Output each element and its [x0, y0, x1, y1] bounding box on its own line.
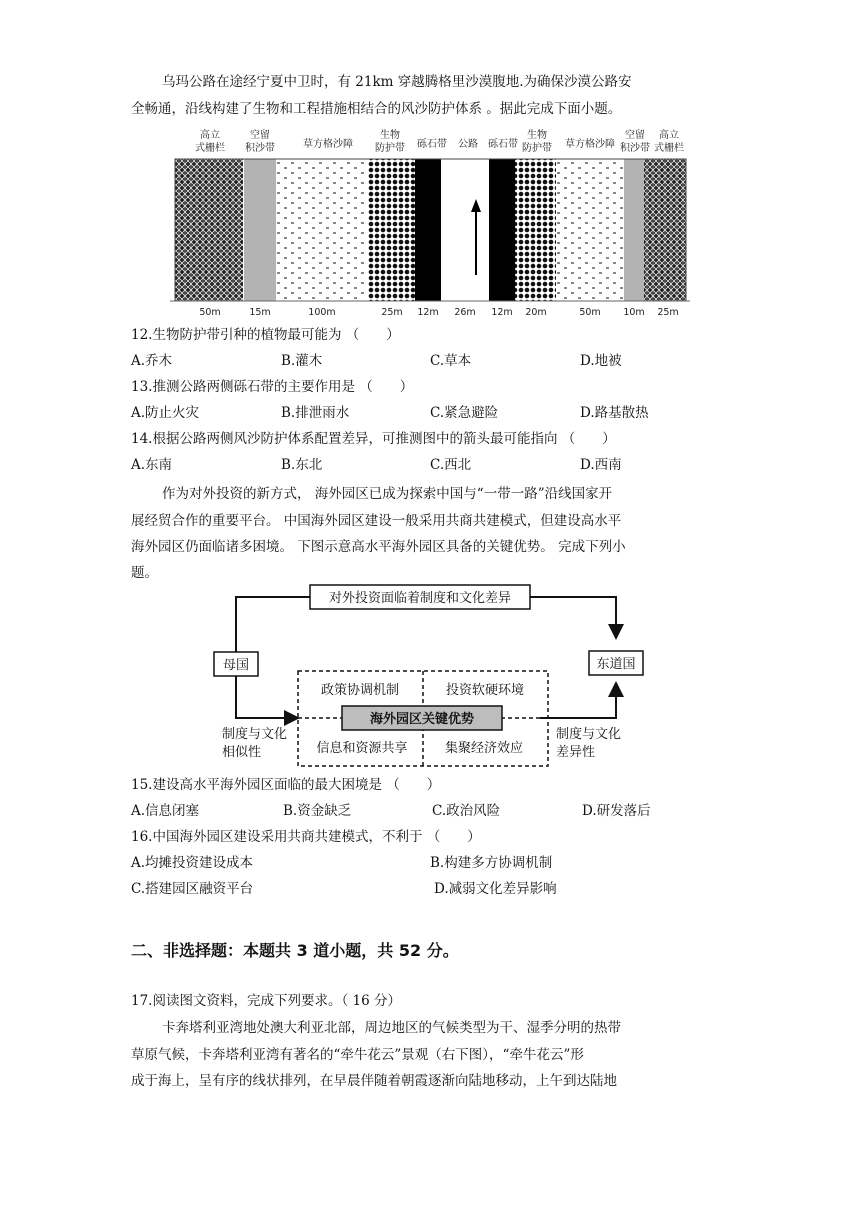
- intro2-line3: 海外园区仍面临诸多困境。 下图示意高水平海外园区具备的关键优势。 完成下列小: [131, 539, 626, 555]
- information-sharing-label: 信息和资源共享: [316, 741, 408, 756]
- q14-option-c[interactable]: C.西北: [430, 457, 472, 473]
- q15-stem: 15.建设高水平海外园区面临的最大困境是 （ ）: [131, 777, 441, 793]
- q14-option-b[interactable]: B.东北: [281, 457, 323, 473]
- intro2-line1: 作为对外投资的新方式， 海外园区已成为探索中国与“一带一路”沿线国家开: [162, 486, 613, 502]
- intro1-line2: 全畅通，沿线构建了生物和工程措施相结合的风沙防护体系 。据此完成下面小题。: [131, 101, 622, 117]
- intro1-line1: 乌玛公路在途经宁夏中卫时，有 21km 穿越腾格里沙漠腹地.为确保沙漠公路安: [162, 74, 632, 90]
- q12-option-a[interactable]: A.乔木: [131, 353, 173, 369]
- section2-rest: ：本题共 3 道小题，共 52 分。: [227, 941, 459, 960]
- intro2-line4: 题。: [131, 565, 158, 581]
- zone-label-9: 草方格沙障: [565, 139, 615, 150]
- q16-stem: 16.中国海外园区建设采用共商共建模式，不利于 （ ）: [131, 829, 481, 845]
- zone-width-6: 26m: [454, 307, 476, 318]
- q17-line1: 卡奔塔利亚湾地处澳大利亚北部，周边地区的气候类型为干、湿季分明的热带: [162, 1020, 621, 1036]
- q14-stem: 14.根据公路两侧风沙防护体系配置差异，可推测图中的箭头最可能指向 （ ）: [131, 431, 616, 447]
- straw-grid-left: [276, 159, 368, 301]
- zone-label-7: 砾石带: [488, 139, 518, 150]
- zone-label-2a: 空留: [250, 130, 270, 141]
- high-fence-right: [644, 159, 686, 301]
- q16-option-b[interactable]: B.构建多方协调机制: [430, 855, 553, 871]
- intro2-line2: 展经贸合作的重要平台。 中国海外园区建设一般采用共商共建模式，但建设高水平: [131, 513, 622, 529]
- zone-width-1: 50m: [199, 307, 221, 318]
- q17-line2: 草原气候，卡奔塔利亚湾有著名的“牵牛花云”景观（右下图），“牵牛花云”形: [131, 1047, 584, 1063]
- agglomeration-label: 集聚经济效应: [444, 741, 524, 756]
- sand-belt-right: [624, 159, 644, 301]
- straw-grid-right: [556, 159, 624, 301]
- q17-stem: 17.阅读图文资料，完成下列要求。（ 16 分）: [131, 993, 401, 1009]
- zone-label-2b: 积沙带: [245, 143, 275, 154]
- zone-width-9: 50m: [579, 307, 601, 318]
- host-country-label: 东道国: [596, 657, 636, 672]
- zone-label-10b: 积沙带: [620, 143, 650, 154]
- q16-option-d[interactable]: D.减弱文化差异影响: [434, 881, 557, 897]
- zone-label-1a: 高立: [200, 130, 220, 141]
- zone-label-5: 砾石带: [417, 139, 447, 150]
- q14-option-a[interactable]: A.东南: [131, 457, 173, 473]
- zone-width-5: 12m: [417, 307, 439, 318]
- q15-option-a[interactable]: A.信息闭塞: [131, 803, 200, 819]
- q13-option-d[interactable]: D.路基散热: [580, 405, 649, 421]
- policy-coordination-label: 政策协调机制: [320, 683, 400, 698]
- q13-option-c[interactable]: C.紧急避险: [430, 405, 499, 421]
- bio-belt-left: [368, 159, 415, 301]
- q17-line3: 成于海上，呈有序的线状排列，在早晨伴随着朝霞逐渐向陆地移动，上午到达陆地: [131, 1073, 617, 1089]
- zone-width-7: 12m: [491, 307, 513, 318]
- zone-width-4: 25m: [381, 307, 403, 318]
- high-fence-left: [175, 159, 243, 301]
- zone-label-8a: 生物: [527, 130, 547, 141]
- q16-option-c[interactable]: C.搭建园区融资平台: [131, 881, 254, 897]
- overseas-park-diagram: [200, 580, 660, 770]
- gravel-right: [489, 159, 515, 301]
- q16-option-a[interactable]: A.均摊投资建设成本: [131, 855, 254, 871]
- right-note-2: 差异性: [556, 745, 596, 760]
- zone-label-8b: 防护带: [522, 143, 552, 154]
- section2-title: 二、非选择题: [131, 941, 228, 960]
- key-advantage-label: 海外园区关键优势: [369, 712, 475, 727]
- zone-label-1b: 式栅栏: [195, 143, 225, 154]
- q12-option-c[interactable]: C.草本: [430, 353, 472, 369]
- top-box-label: 对外投资面临着制度和文化差异: [328, 591, 512, 606]
- zone-label-4b: 防护带: [375, 143, 405, 154]
- zone-label-6: 公路: [458, 139, 478, 150]
- q13-option-a[interactable]: A.防止火灾: [131, 405, 200, 421]
- right-note-1: 制度与文化: [556, 727, 622, 742]
- investment-environment-label: 投资软硬环境: [445, 683, 525, 698]
- zone-width-2: 15m: [249, 307, 271, 318]
- left-note-2: 相似性: [222, 745, 262, 760]
- zone-label-4a: 生物: [380, 130, 400, 141]
- q14-option-d[interactable]: D.西南: [580, 457, 622, 473]
- left-note-1: 制度与文化: [222, 727, 288, 742]
- sand-belt-left: [244, 159, 276, 301]
- zone-label-11a: 高立: [659, 130, 679, 141]
- q13-stem: 13.推测公路两侧砾石带的主要作用是 （ ）: [131, 379, 414, 395]
- zone-width-11: 25m: [657, 307, 679, 318]
- section2-heading: [131, 938, 459, 961]
- q12-option-d[interactable]: D.地被: [580, 353, 622, 369]
- zone-label-10a: 空留: [625, 130, 645, 141]
- bio-belt-right: [515, 159, 556, 301]
- zone-width-3: 100m: [308, 307, 336, 318]
- gravel-left: [415, 159, 441, 301]
- q15-option-c[interactable]: C.政治风险: [432, 803, 501, 819]
- road: [441, 159, 489, 301]
- q15-option-d[interactable]: D.研发落后: [582, 803, 651, 819]
- q12-stem: 12.生物防护带引种的植物最可能为 （ ）: [131, 327, 400, 343]
- zone-width-10: 10m: [623, 307, 645, 318]
- zone-label-3: 草方格沙障: [303, 139, 353, 150]
- road-cross-section-figure: [170, 125, 690, 321]
- q13-option-b[interactable]: B.排泄雨水: [281, 405, 350, 421]
- zone-width-8: 20m: [525, 307, 547, 318]
- q12-option-b[interactable]: B.灌木: [281, 353, 323, 369]
- zone-label-11b: 式栅栏: [654, 143, 684, 154]
- q15-option-b[interactable]: B.资金缺乏: [283, 803, 352, 819]
- home-country-label: 母国: [222, 658, 250, 673]
